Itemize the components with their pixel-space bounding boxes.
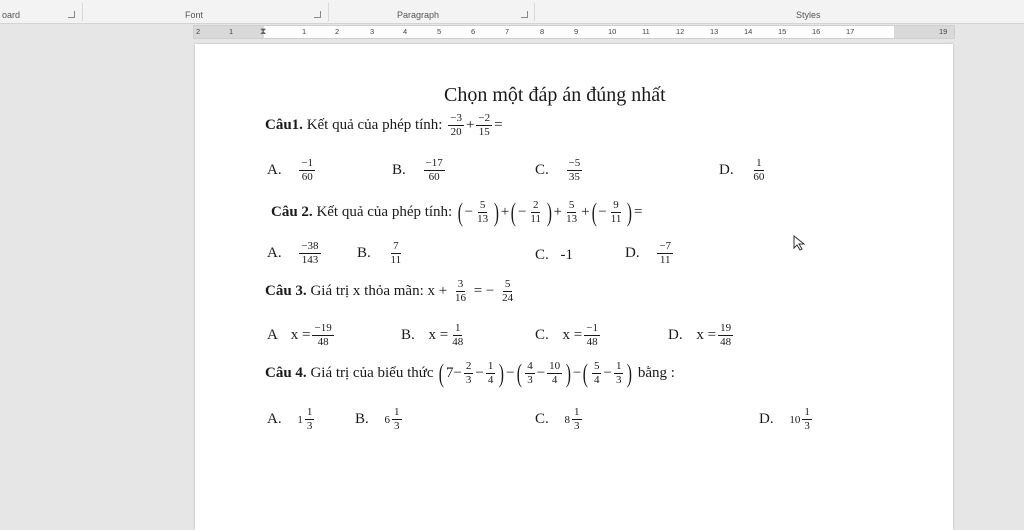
ruler-number: 14 <box>744 27 753 36</box>
ruler-number: 17 <box>846 27 855 36</box>
fraction: $\frac{10}{4}$ <box>549 360 561 386</box>
question-1: Câu1. Kết quả của phép tính: $\frac{-3}{20}$ + $\frac{-2}{15}$ = <box>265 112 503 138</box>
ribbon-separator <box>534 3 535 21</box>
mixed-number: 10 $\frac{1}{3}$ <box>789 406 810 432</box>
fraction: $\frac{5}{13}$ <box>477 199 489 225</box>
fraction: $\frac{2}{11}$ <box>530 199 541 225</box>
ruler-number: 10 <box>608 27 617 36</box>
q4-option-c[interactable]: C. 8 $\frac{1}{3}$ <box>535 406 584 433</box>
q2-option-c[interactable]: C. -1 <box>535 247 574 263</box>
fraction: $\frac{-17}{60}$ <box>425 157 443 183</box>
fraction: $\frac{7}{11}$ <box>390 240 402 266</box>
q2-option-b[interactable]: B. $\frac{7}{11}$ <box>357 240 402 266</box>
q2-option-d[interactable]: D. $\frac{-7}{11}$ <box>625 240 672 266</box>
q3-option-d[interactable]: D. x = $\frac{19}{48}$ <box>668 322 732 348</box>
ruler-number: 16 <box>812 27 821 36</box>
question-label: Câu 3. <box>265 282 307 299</box>
font-launcher-icon[interactable] <box>314 11 321 18</box>
question-label: Câu 4. <box>265 364 307 381</box>
question-label: Câu1. <box>265 116 303 133</box>
q2-option-a[interactable]: A. $\frac{-38}{143}$ <box>267 240 319 266</box>
ribbon-group-paragraph: Paragraph <box>397 10 440 20</box>
mixed-number: 1 $\frac{1}{3}$ <box>297 406 313 432</box>
page-title: Chọn một đáp án đúng nhất <box>444 84 666 106</box>
indent-marker-icon[interactable]: ⧗ <box>260 26 267 36</box>
question-2: Câu 2. Kết quả của phép tính: ( − $\frac{5}{13}$ ) + ( − $\frac{2}{11}$ ) + $\frac{5}{13}$ + ( − $\frac{9}{11}$ ) = <box>271 199 642 226</box>
fraction: $\frac{1}{48}$ <box>452 322 464 348</box>
ruler-number: 3 <box>370 27 375 36</box>
fraction: $\frac{2}{3}$ <box>465 360 472 386</box>
mouse-pointer-icon <box>793 235 807 251</box>
paren-group: ( 7 − $\frac{2}{3}$ − $\frac{1}{4}$ ) <box>437 360 506 387</box>
ribbon <box>0 0 1024 24</box>
fraction: $\frac{-38}{143}$ <box>301 240 319 266</box>
question-label: Câu 2. <box>271 203 313 220</box>
document-page[interactable] <box>195 44 953 530</box>
fraction: ( $\frac{5}{4}$ <box>593 360 600 386</box>
paren-group: ( − $\frac{5}{13}$ ) <box>456 199 501 226</box>
ruler-number: 8 <box>540 27 545 36</box>
ribbon-separator <box>82 3 83 21</box>
fraction: $\frac{-7}{11}$ <box>659 240 672 266</box>
mixed-number: 6 $\frac{1}{3}$ <box>384 406 400 432</box>
ruler-number: 1 <box>302 27 307 36</box>
ribbon-group-font: Font <box>185 10 204 20</box>
q1-option-a[interactable]: A. $\frac{-1}{60}$ <box>267 157 314 183</box>
question-text: Giá trị của biểu thức <box>310 364 434 381</box>
q4-option-b[interactable]: B. 6 $\frac{1}{3}$ <box>355 406 404 433</box>
ruler-number: 5 <box>437 27 442 36</box>
fraction: $\frac{5}{13}$ <box>566 199 578 225</box>
ruler-number: 19 <box>939 27 948 36</box>
ruler-number: 15 <box>778 27 787 36</box>
fraction: $\frac{-5}{35}$ <box>568 157 581 183</box>
ribbon-group-styles: Styles <box>796 10 821 20</box>
ruler-number: 2 <box>335 27 340 36</box>
fraction: $\frac{19}{48}$ <box>720 322 732 348</box>
ruler-number: 6 <box>471 27 476 36</box>
question-text: Kết quả của phép tính: <box>316 203 453 220</box>
paren-group: ( − $\frac{2}{11}$ ) <box>509 199 553 226</box>
question-4: Câu 4. Giá trị của biểu thức ( 7 − $\frac{2}{3}$ − $\frac{1}{4}$ ) − ( $\frac{4}{3}$ − $\frac{10}{4}$ ) − ( $\frac{5}{4}$ − $\frac{1}{3}$ ) bằng : <box>265 360 675 387</box>
paragraph-launcher-icon[interactable] <box>521 11 528 18</box>
question-3: Câu 3. Giá trị x thỏa mãn: x + $\frac{3}{16}$ = − $\frac{5}{24}$ <box>265 278 514 304</box>
ruler-number: 7 <box>505 27 510 36</box>
ruler-number: 1 <box>229 27 234 36</box>
fraction: ( $\frac{4}{3}$ <box>527 360 533 386</box>
ribbon-separator <box>328 3 329 21</box>
q1-option-d[interactable]: D. $\frac{1}{60}$ <box>719 157 765 183</box>
ruler-number: 13 <box>710 27 719 36</box>
fraction: $\frac{5}{24}$ <box>502 278 514 304</box>
horizontal-ruler[interactable] <box>193 25 955 39</box>
q3-option-c[interactable]: C. x = $\frac{-1}{48}$ <box>535 322 598 348</box>
q4-option-d[interactable]: D. 10 $\frac{1}{3}$ <box>759 406 814 433</box>
q1-option-b[interactable]: B. $\frac{-17}{60}$ <box>392 157 443 183</box>
paren-group: ( $\frac{5}{4}$ − $\frac{1}{3}$ ) <box>581 360 634 387</box>
ruler-number: 11 <box>642 27 650 36</box>
fraction: $\frac{-1}{60}$ <box>301 157 314 183</box>
ruler-number: 2 <box>196 27 201 36</box>
question-text: Kết quả của phép tính: <box>306 116 443 133</box>
paren-group: ( − $\frac{9}{11}$ ) <box>590 199 634 226</box>
fraction: $\frac{-19}{48}$ <box>314 322 332 348</box>
fraction: $\frac{1}{3}$ <box>615 360 622 386</box>
fraction: $\frac{1}{4}$ <box>487 360 494 386</box>
ribbon-group-clipboard: oard <box>2 10 21 20</box>
fraction: $\frac{-2}{15}$ <box>478 112 491 138</box>
ruler-number: 12 <box>676 27 685 36</box>
fraction: $\frac{-1}{48}$ <box>586 322 598 348</box>
q3-option-a[interactable]: A x = $\frac{-19}{48}$ <box>267 322 332 348</box>
question-text: Giá trị x thỏa mãn: x + <box>310 282 448 299</box>
ruler-number: 9 <box>574 27 579 36</box>
q1-option-c[interactable]: C. $\frac{-5}{35}$ <box>535 157 581 183</box>
ruler-number: 4 <box>403 27 408 36</box>
fraction: $\frac{-3}{20}$ <box>450 112 462 138</box>
mixed-number: 8 $\frac{1}{3}$ <box>564 406 580 432</box>
fraction: $\frac{1}{60}$ <box>753 157 765 183</box>
q3-option-b[interactable]: B. x = $\frac{1}{48}$ <box>401 322 464 348</box>
q4-option-a[interactable]: A. 1 $\frac{1}{3}$ <box>267 406 316 433</box>
clipboard-launcher-icon[interactable] <box>68 11 75 18</box>
paren-group: ( $\frac{4}{3}$ − $\frac{10}{4}$ ) <box>515 360 573 387</box>
fraction: $\frac{9}{11}$ <box>610 199 622 225</box>
fraction: $\frac{3}{16}$ <box>454 278 466 304</box>
